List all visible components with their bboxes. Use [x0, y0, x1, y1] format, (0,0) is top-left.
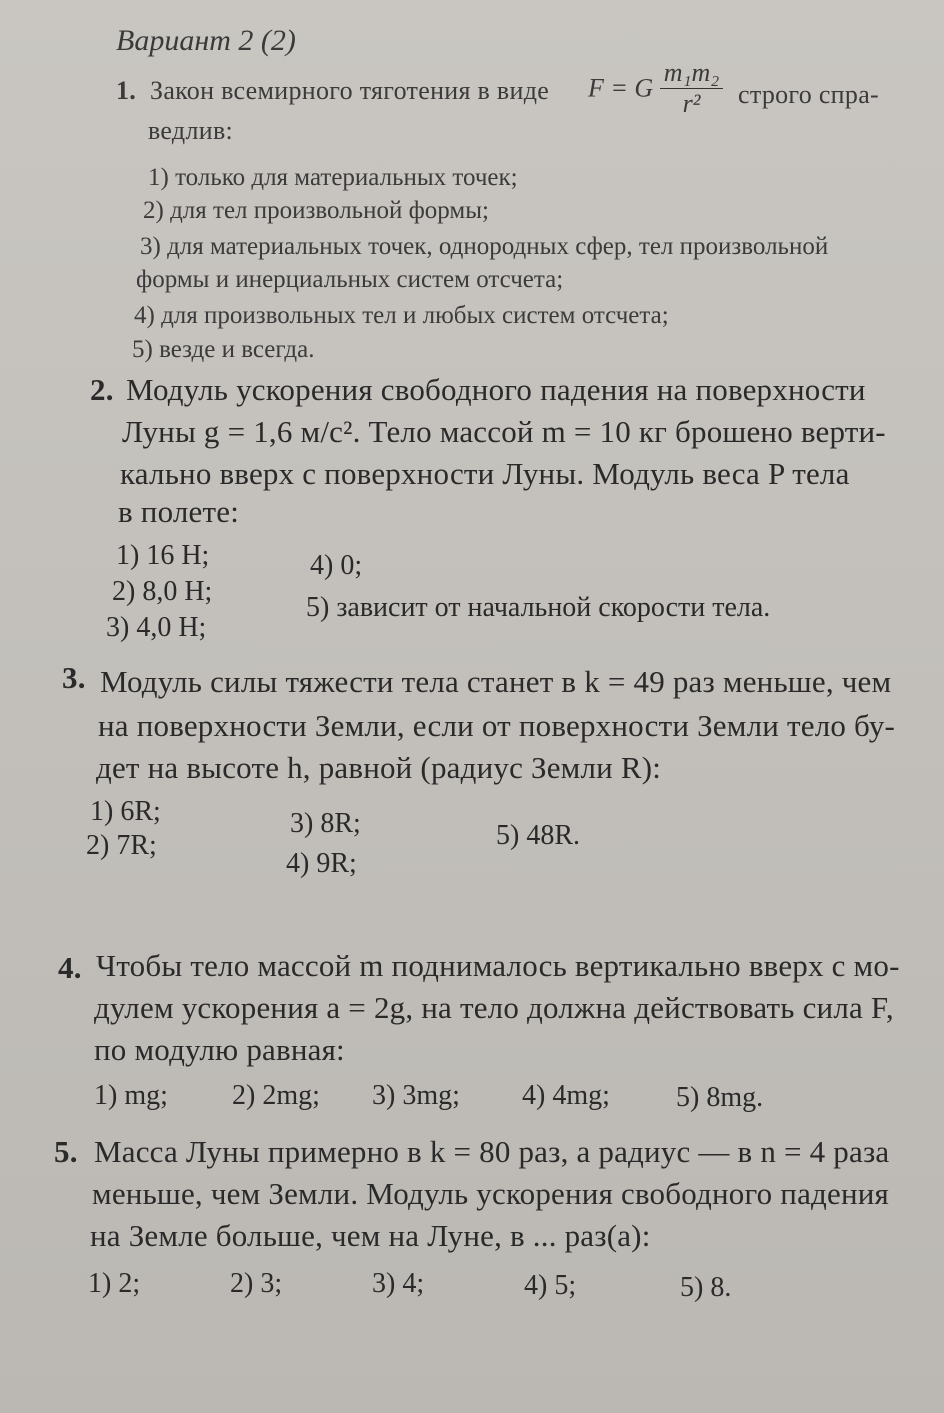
variant-title: Вариант 2 (2)	[116, 24, 296, 57]
question-text: Закон всемирного тяготения в виде	[150, 76, 550, 105]
answer-option: 2) 3;	[230, 1268, 283, 1299]
question-text: кально вверх с поверхности Луны. Модуль веса P тела	[120, 456, 850, 491]
answer-option: 1) 16 Н;	[116, 540, 210, 571]
answer-option: 4) 5;	[524, 1270, 577, 1301]
question-text: строго спра-	[738, 80, 879, 109]
question-text: меньше, чем Земли. Модуль ускорения свободного падения	[92, 1176, 890, 1211]
gravity-formula	[588, 58, 723, 119]
question-text: Луны g = 1,6 м/с². Тело массой m = 10 кг брошено верти-	[122, 414, 886, 449]
question-text: дулем ускорения a = 2g, на тело должна действовать сила F,	[94, 990, 894, 1025]
answer-option: 2) 2mg;	[232, 1080, 320, 1111]
question-text: по модулю равная:	[94, 1032, 345, 1067]
question-number: 1.	[116, 76, 137, 105]
question-text: Модуль силы тяжести тела станет в k = 49 раз меньше, чем	[100, 664, 892, 699]
question-text: в полете:	[118, 494, 240, 529]
formula-lhs: F = G	[588, 73, 654, 103]
question-number: 3.	[62, 660, 86, 695]
question-number: 2.	[90, 372, 114, 407]
formula-denominator: r²	[682, 89, 701, 118]
answer-option: 3) 3mg;	[372, 1080, 460, 1111]
question-text: дет на высоте h, равной (радиус Земли R):	[96, 750, 662, 785]
answer-option: 4) 9R;	[286, 848, 357, 879]
answer-option: 2) 8,0 Н;	[112, 576, 213, 607]
answer-option: 1) 2;	[88, 1268, 141, 1299]
question-number: 5.	[54, 1134, 78, 1169]
answer-option: 5) 8.	[680, 1272, 732, 1303]
answer-option: 3) 4;	[372, 1268, 425, 1299]
question-text: на Земле больше, чем на Луне, в ... раз(а):	[90, 1218, 651, 1253]
question-text: Модуль ускорения свободного падения на поверхности	[126, 372, 866, 407]
answer-option: 4) для произвольных тел и любых систем отсчета;	[134, 302, 669, 329]
answer-option: 2) 7R;	[86, 830, 157, 861]
answer-option: 2) для тел произвольной формы;	[143, 197, 489, 224]
formula-numerator: m₁m₂	[660, 58, 724, 89]
answer-option: 3) 8R;	[290, 808, 361, 839]
question-text: Масса Луны примерно в k = 80 раз, а радиус — в n = 4 раза	[94, 1134, 890, 1169]
answer-option: 5) везде и всегда.	[132, 336, 315, 363]
question-text: ведлив:	[148, 116, 234, 145]
answer-option: 5) 8mg.	[676, 1082, 764, 1113]
answer-option: 4) 0;	[310, 550, 363, 581]
formula-fraction	[660, 58, 724, 119]
question-number: 4.	[58, 950, 82, 985]
answer-option: 1) mg;	[94, 1080, 168, 1111]
answer-option: 1) 6R;	[90, 796, 161, 827]
answer-option: 4) 4mg;	[522, 1080, 610, 1111]
answer-option: 3) для материальных точек, однородных сфер, тел произвольной	[140, 233, 829, 260]
answer-option: 5) зависит от начальной скорости тела.	[306, 592, 771, 623]
answer-option: 3) 4,0 Н;	[106, 612, 207, 643]
question-text: Чтобы тело массой m поднималось вертикально вверх с мо-	[96, 948, 900, 983]
question-text: на поверхности Земли, если от поверхности Земли тело бу-	[98, 708, 896, 743]
answer-option: формы и инерциальных систем отсчета;	[136, 266, 564, 293]
answer-option: 5) 48R.	[496, 820, 580, 851]
answer-option: 1) только для материальных точек;	[148, 164, 518, 191]
